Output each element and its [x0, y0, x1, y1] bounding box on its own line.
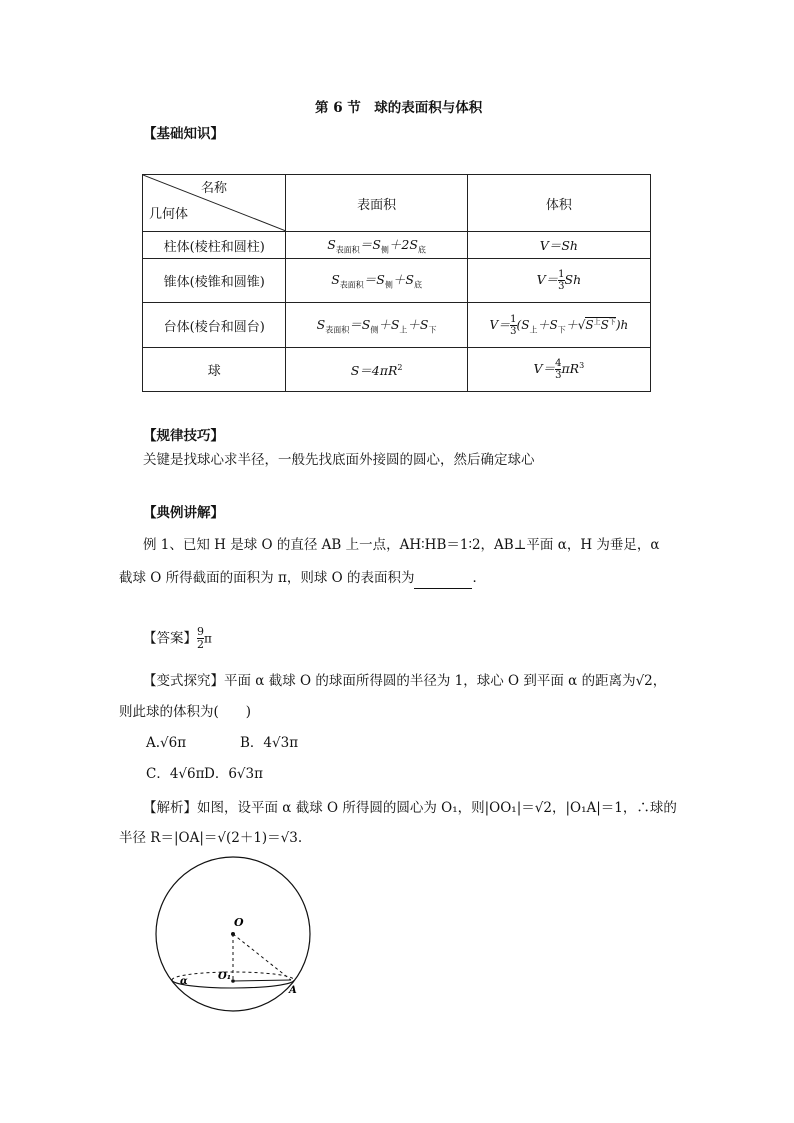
header-surface: 表面积	[286, 175, 467, 232]
row-surface-formula: $S_{表面积}=S_侧+S_上+S_下$	[286, 303, 467, 348]
header-name-label: 名称	[201, 181, 228, 196]
example1-line2-end: ．	[472, 570, 486, 586]
section-tips-heading: 【规律技巧】	[143, 428, 224, 444]
answer-line	[143, 626, 212, 651]
section-examples-heading: 【典例讲解】	[143, 505, 224, 521]
page-title: 第 6 节 球的表面积与体积	[315, 100, 483, 116]
row-volume-formula: V＝ $\frac{1}{3}$ $(S_上+S_下+√S^上S^下)h$	[467, 303, 650, 348]
variant-line1: 【变式探究】平面 α 截球 O 的球面所得圆的半径为 1，球心 O 到平面 α 的距离为√2，	[143, 673, 667, 689]
row-surface-formula: $S=4\pi R^2$	[286, 348, 467, 392]
segment-O1A	[233, 980, 291, 981]
table-header-diagonal-cell	[143, 175, 286, 232]
answer-unit: π	[204, 631, 212, 646]
option-b: B．4√3π	[240, 735, 299, 751]
row-name: 锥体(棱锥和圆锥)	[143, 259, 286, 303]
point-O1	[231, 979, 235, 983]
sphere-figure	[150, 855, 320, 1020]
analysis-line2: 半径 R＝|OA|＝√(2＋1)＝√3.	[119, 830, 303, 846]
row-volume-formula: V＝ $\frac{1}{3}$ Sh	[467, 259, 650, 303]
example1-line2-text: 截球 O 所得截面的面积为 π，则球 O 的表面积为	[119, 570, 415, 586]
label-O1: O₁	[218, 971, 232, 982]
row-name: 台体(棱台和圆台)	[143, 303, 286, 348]
answer-numerator: 9	[197, 625, 204, 638]
header-volume: 体积	[467, 175, 650, 232]
option-c: C．4√6π	[146, 766, 205, 782]
answer-denominator: 2	[197, 638, 204, 651]
row-name: 柱体(棱柱和圆柱)	[143, 232, 286, 259]
label-O: O	[234, 916, 244, 929]
row-surface-formula: $S_{表面积}=S_侧+2S_底$	[286, 232, 467, 259]
row-surface-formula: $S_{表面积}=S_侧+S_底$	[286, 259, 467, 303]
example1-line1: 例 1、已知 H 是球 O 的直径 AB 上一点，AH∶HB＝1∶2，AB⊥平面 α，H 为垂足，α	[143, 537, 660, 553]
answer-label: 【答案】	[143, 630, 197, 647]
label-A: A	[289, 985, 297, 996]
header-solid-label: 几何体	[149, 207, 189, 222]
answer-blank	[414, 574, 472, 589]
variant-line2: 则此球的体积为( )	[119, 704, 252, 720]
tips-text: 关键是找球心求半径，一般先找底面外接圆的圆心，然后确定球心	[143, 452, 535, 468]
analysis-line1: 【解析】如图，设平面 α 截球 O 所得圆的圆心为 O₁，则|OO₁|＝√2，|O₁A|＝1，∴球的	[143, 800, 677, 816]
option-d: D．6√3π	[204, 766, 263, 782]
example1-line2	[119, 567, 486, 589]
row-volume-formula: V＝ $\frac{4}{3}$ $\pi R^3$	[467, 348, 650, 392]
row-name: 球	[143, 348, 286, 392]
option-a: A.√6π	[146, 735, 187, 751]
knowledge-table	[142, 174, 651, 392]
label-alpha: α	[180, 976, 188, 987]
row-volume-formula: V＝Sh	[467, 232, 650, 259]
section-basic-heading: 【基础知识】	[143, 126, 224, 142]
point-O	[231, 932, 235, 936]
